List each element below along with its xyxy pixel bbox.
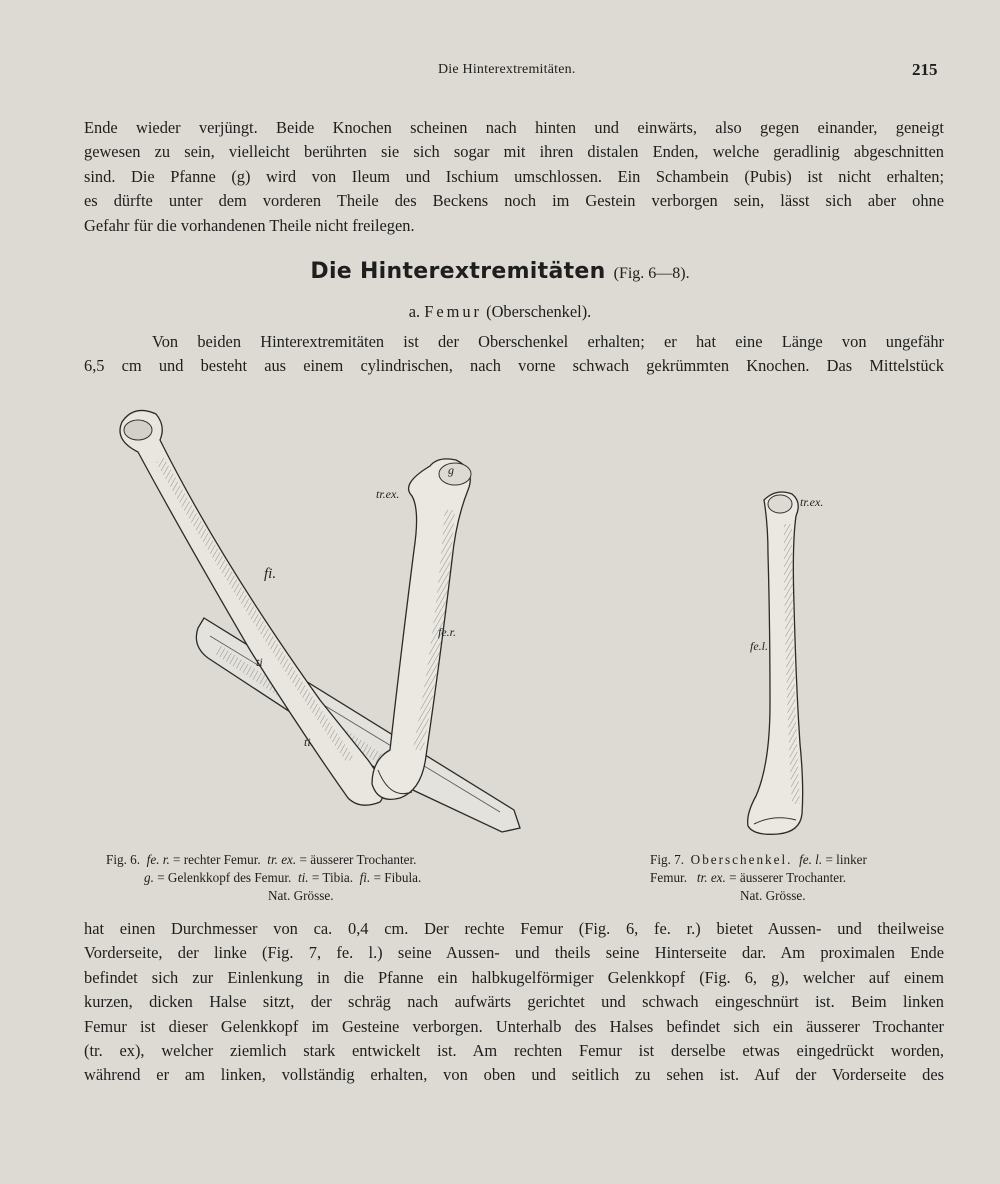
- caption-line: Nat. Grösse.: [740, 888, 806, 903]
- section-title: Die Hinterextremitäten: [310, 259, 606, 284]
- figure-6-illustration: [100, 400, 540, 840]
- label-ti: ti.: [304, 735, 314, 749]
- continuation-paragraph: [84, 917, 944, 1088]
- caption-text: = Fibula.: [373, 870, 422, 885]
- subheading-prefix: a.: [408, 302, 421, 321]
- caption-text: Oberschenkel.: [690, 852, 793, 867]
- caption-text: = linker: [825, 852, 867, 867]
- caption-abbrev: fe. r.: [146, 852, 170, 867]
- subheading-term: Femur: [424, 302, 483, 321]
- caption-line: [106, 869, 421, 887]
- figure-7-caption: [650, 851, 930, 905]
- text-line: gewesen zu sein, vielleicht berührten sie sich sogar mit ihren distalen Enden, welche geradlinig abgeschnitten: [84, 142, 944, 162]
- left-femur-bone: [748, 492, 803, 834]
- caption-text: = Tibia.: [311, 870, 354, 885]
- caption-fig-number: Fig. 7.: [650, 852, 685, 867]
- label-ti-shaft: ti: [256, 655, 263, 669]
- page-number: 215: [912, 60, 938, 79]
- femur-paragraph: [84, 330, 944, 379]
- text-line: während er am linken, vollständig erhalten, von oben und seitlich zu sehen ist. Auf der Vorderseite des: [84, 1065, 944, 1085]
- text-line: es dürfte unter dem vorderen Theile des Beckens noch im Gestein verborgen sein, lässt sich aber ohne: [84, 191, 944, 211]
- text-line: Vorderseite, der linke (Fig. 7, fe. l.) seine Aussen- und theils seine Hinterseite dar. Am proximalen Ende: [84, 943, 944, 963]
- section-figure-ref: (Fig. 6—8).: [613, 265, 690, 282]
- figure-7-drawing: [730, 484, 870, 840]
- figure-6-drawing: [100, 400, 540, 840]
- label-fe-l: fe.l.: [750, 639, 768, 653]
- caption-text: = Gelenkkopf des Femur.: [157, 870, 292, 885]
- label-fe-r: fe.r.: [438, 625, 456, 639]
- label-tr-ex: tr.ex.: [376, 487, 400, 501]
- label-tr-ex: tr.ex.: [800, 495, 824, 509]
- text-line: befindet sich zur Einlenkung in die Pfanne ein halbkugelförmiger Gelenkkopf (Fig. 6, g), welcher auf einem: [84, 967, 944, 987]
- caption-line: [106, 851, 421, 869]
- caption-abbrev: fi.: [359, 870, 371, 885]
- intro-paragraph: [84, 116, 944, 238]
- text-line: sind. Die Pfanne (g) wird von Ileum und Ischium umschlossen. Ein Schambein (Pubis) ist nicht erhalten;: [84, 166, 944, 186]
- figure-6-caption: [106, 851, 421, 905]
- caption-line: Nat. Grösse.: [268, 888, 334, 903]
- caption-text: = äusserer Trochanter.: [729, 870, 847, 885]
- figure-7-illustration: [730, 484, 870, 840]
- caption-text: = rechter Femur.: [173, 852, 261, 867]
- section-heading: [0, 259, 1000, 284]
- caption-text: Femur.: [650, 870, 687, 885]
- caption-line: [650, 869, 930, 887]
- subheading: [0, 302, 1000, 322]
- running-head: [0, 62, 1000, 86]
- text-line: kurzen, dicken Halse sitzt, der schräg nach aufwärts gerichtet und schwach eingeschnürt ist. Beim linken: [84, 992, 944, 1012]
- caption-abbrev: tr. ex.: [696, 870, 726, 885]
- text-line: Gefahr für die vorhandenen Theile nicht freilegen.: [84, 215, 415, 235]
- caption-abbrev: tr. ex.: [267, 852, 297, 867]
- caption-line: [650, 851, 930, 869]
- label-fi: fi.: [264, 566, 277, 582]
- label-g: g: [448, 463, 454, 477]
- caption-abbrev: fe. l.: [799, 852, 823, 867]
- caption-text: = äusserer Trochanter.: [299, 852, 417, 867]
- text-line: hat einen Durchmesser von ca. 0,4 cm. Der rechte Femur (Fig. 6, fe. r.) bietet Aussen- und theilweise: [84, 919, 944, 938]
- caption-abbrev: g.: [144, 870, 154, 885]
- caption-fig-number: Fig. 6.: [106, 852, 141, 867]
- fibula-bone: [120, 410, 383, 805]
- text-line: Ende wieder verjüngt. Beide Knochen scheinen nach hinten und einwärts, also gegen einander, geneigt: [84, 118, 944, 137]
- text-line: 6,5 cm und besteht aus einem cylindrischen, nach vorne schwach gekrümmten Knochen. Das Mittelstück: [84, 356, 944, 376]
- text-line: Von beiden Hinterextremitäten ist der Oberschenkel erhalten; er hat eine Länge von ungefähr: [152, 332, 944, 351]
- subheading-rest: (Oberschenkel).: [486, 302, 592, 321]
- text-line: Femur ist dieser Gelenkkopf im Gesteine verborgen. Unterhalb des Halses befindet sich ein äusserer Trochanter: [84, 1016, 944, 1036]
- text-line: (tr. ex), welcher ziemlich stark entwickelt ist. Am rechten Femur ist derselbe etwas eingedrückt worden,: [84, 1041, 944, 1061]
- caption-abbrev: ti.: [297, 870, 309, 885]
- running-title: Die Hinterextremitäten.: [438, 62, 576, 77]
